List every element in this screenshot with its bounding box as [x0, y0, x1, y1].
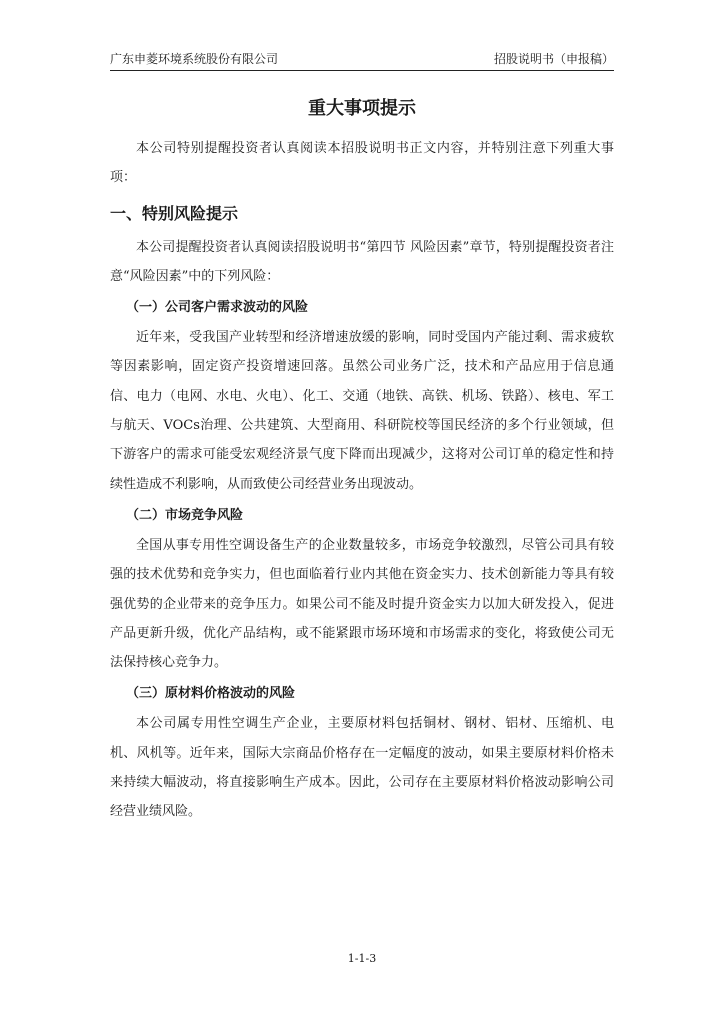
subsection-body-market-competition: 全国从事专用性空调设备生产的企业数量较多，市场竞争较激烈，尽管公司具有较强的技术优势和竞争实力，但也面临着行业内其他在资金实力、技术创新能力等具有较强优势的企业带来的竞争压力。如果公司不能及时提升资金实力以加大研发投入，促进产品更新升级，优化产品结构，或不能紧跟市场环境和市场需求的变化，将致使公司无法保持核心竞争力。	[110, 537, 614, 671]
subsection-heading-customer-demand: （一）公司客户需求波动的风险	[126, 300, 309, 316]
page-header	[110, 50, 614, 71]
subsection-heading-raw-material: （三）原材料价格波动的风险	[126, 686, 296, 702]
page-number: 1-1-3	[347, 952, 377, 965]
header-company-name: 广东申菱环境系统股份有限公司	[110, 52, 279, 66]
subsection-heading-market-competition: （二）市场竞争风险	[126, 507, 244, 523]
subsection-body-raw-material: 本公司属专用性空调生产企业，主要原材料包括铜材、钢材、铝材、压缩机、电机、风机等。近年来，国际大宗商品价格存在一定幅度的波动，如果主要原材料价格未来持续大幅波动，将直接影响生产成本。因此，公司存在主要原材料价格波动影响公司经营业绩风险。	[110, 716, 614, 820]
header-document-type: 招股说明书（申报稿）	[493, 52, 614, 66]
section-heading-risk-alerts: 一、特别风险提示	[110, 203, 239, 223]
intro-paragraph: 本公司特别提醒投资者认真阅读本招股说明书正文内容，并特别注意下列重大事项：	[110, 141, 614, 186]
section-intro-paragraph: 本公司提醒投资者认真阅读招股说明书“第四节 风险因素”章节，特别提醒投资者注意“风险因素”中的下列风险：	[110, 239, 614, 284]
subsection-body-customer-demand: 近年来，受我国产业转型和经济增速放缓的影响，同时受国内产能过剩、需求疲软等因素影响，固定资产投资增速回落。虽然公司业务广泛，技术和产品应用于信息通信、电力（电网、水电、火电）、化工、交通（地铁、高铁、机场、铁路）、核电、军工与航天、VOCs治理、公共建筑、大型商用、科研院校等国民经济的多个行业领域，但下游客户的需求可能受宏观经济景气度下降而出现减少，这将对公司订单的稳定性和持续性造成不利影响，从而致使公司经营业务出现波动。	[110, 330, 614, 492]
document-body	[110, 96, 614, 827]
document-title: 重大事项提示	[308, 98, 416, 119]
